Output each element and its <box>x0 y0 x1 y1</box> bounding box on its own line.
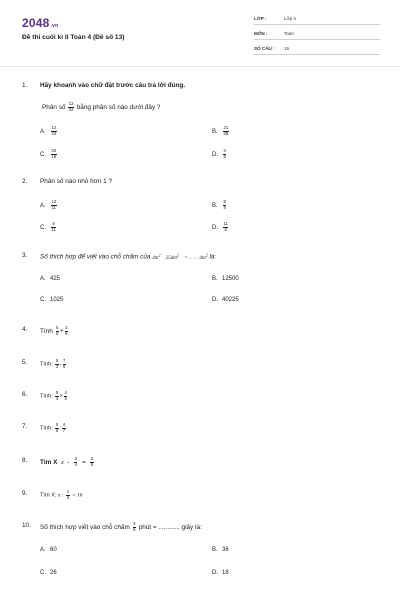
equals-value: = 16 <box>72 492 83 499</box>
question-text-main: Tính: <box>40 425 53 432</box>
denominator: 6 <box>56 330 59 336</box>
denominator: 36 <box>223 130 229 136</box>
question-number: 4. <box>22 326 28 333</box>
option-value: 26 <box>50 570 57 576</box>
question-text-main: Tính <box>40 327 53 335</box>
meta-class-row <box>254 14 380 25</box>
q1-option-d[interactable] <box>212 149 227 159</box>
numerator: 11 <box>223 221 228 226</box>
equals: = <box>81 458 86 466</box>
question-text <box>40 423 67 433</box>
denominator: 5 <box>64 395 67 401</box>
question-tail: là: <box>209 253 217 261</box>
expr-unit <box>199 252 208 261</box>
option-label: B. <box>212 276 218 282</box>
denominator: 11 <box>51 226 56 232</box>
denominator: 8 <box>223 204 226 210</box>
question-number: 9. <box>22 490 28 497</box>
option-label: D. <box>212 297 218 303</box>
denominator: 11 <box>51 204 57 210</box>
q3-option-b[interactable] <box>212 276 239 282</box>
option-label: C. <box>40 570 46 576</box>
q1-option-a[interactable] <box>40 126 58 136</box>
question-number: 1. <box>22 82 28 89</box>
meta-subject-key: MÔN : <box>254 31 268 36</box>
question-text-rest: phút = ............ giây là: <box>138 523 202 531</box>
question-number: 8. <box>22 457 28 464</box>
denominator: 4 <box>74 461 77 467</box>
question-text <box>40 359 67 369</box>
numerator: 3 <box>65 325 68 330</box>
expr1-sup: 2 <box>158 252 161 257</box>
question-number: 2. <box>22 178 28 185</box>
option-value: 12500 <box>222 276 239 282</box>
option-value: 18 <box>222 570 229 576</box>
question-text: Hãy khoanh vào chữ đặt trước câu trả lời đúng. <box>40 82 186 89</box>
meta-class-value: Lớp 4 <box>284 16 296 21</box>
expr2: 25dm <box>165 255 177 261</box>
expr1: 4m <box>152 255 159 261</box>
numerator: 4 <box>62 422 66 427</box>
q10-option-c[interactable] <box>40 570 57 576</box>
numerator: 12 <box>51 199 57 204</box>
meta-count-value: 15 <box>284 46 290 51</box>
option-label: D. <box>212 224 218 231</box>
question-text <box>40 252 216 261</box>
question-text <box>40 522 202 532</box>
q1-option-b[interactable] <box>212 126 230 136</box>
operator: : <box>59 425 62 432</box>
option-label: C. <box>40 224 46 231</box>
expression: x : <box>58 492 64 499</box>
unit: dm <box>199 255 206 261</box>
option-label: C. <box>40 297 46 303</box>
question-text-main: Số thích hợp để viết vào chỗ chấm của <box>40 253 151 261</box>
question-text-main: Tính: <box>40 393 53 400</box>
numerator: 3 <box>90 456 94 461</box>
question-1-prompt <box>42 102 161 112</box>
denominator: 24 <box>51 130 57 136</box>
numerator: 21 <box>223 125 229 130</box>
variable: x <box>60 458 64 466</box>
numerator: 12 <box>51 125 57 130</box>
denominator: 8 <box>65 330 68 336</box>
option-label: B. <box>212 128 218 135</box>
denominator: 6 <box>63 363 66 369</box>
option-value: 40225 <box>222 297 239 303</box>
option-label: D. <box>212 570 218 576</box>
q3-option-a[interactable] <box>40 276 60 282</box>
q3-option-d[interactable] <box>212 297 239 303</box>
option-label: D. <box>212 151 218 158</box>
q2-option-d[interactable] <box>212 222 229 232</box>
exam-title: Đề thi cuối kì II Toán 4 (Đề số 13) <box>22 34 125 41</box>
denominator: 5 <box>133 526 136 532</box>
operator: + <box>59 327 64 335</box>
numerator: 1 <box>66 489 70 494</box>
denominator: 7 <box>62 427 66 433</box>
operator: - <box>67 458 70 466</box>
option-value: 1025 <box>50 297 64 303</box>
question-text <box>40 326 69 336</box>
denominator: 5 <box>90 461 94 467</box>
q10-option-d[interactable] <box>212 570 229 576</box>
denominator: 4 <box>55 395 59 401</box>
meta-count-row <box>254 44 380 55</box>
logo-text: 2048 <box>22 16 50 30</box>
q2-option-c[interactable] <box>40 222 57 232</box>
option-label: A. <box>40 547 46 553</box>
question-text: Phân số nào nhỏ hơn 1 ? <box>40 178 113 185</box>
expr-area-1 <box>152 252 161 261</box>
denominator: 32 <box>68 106 74 112</box>
numerator: 5 <box>55 390 59 395</box>
option-label: C. <box>40 151 46 158</box>
denominator: 3 <box>55 363 59 369</box>
numerator: 4 <box>64 390 67 395</box>
denominator: 8 <box>223 153 226 159</box>
expr2-sup: 2 <box>176 252 179 257</box>
question-text <box>40 391 68 401</box>
prompt-fraction <box>68 102 74 112</box>
option-value: 36 <box>222 547 229 553</box>
question-number: 6. <box>22 391 28 398</box>
numerator: 6 <box>52 221 55 226</box>
denominator: 18 <box>51 153 57 159</box>
numerator: 5 <box>56 325 59 330</box>
denominator: 8 <box>224 226 227 232</box>
prompt-text: Phân số <box>42 103 66 111</box>
unit-sup: 2 <box>205 252 208 257</box>
option-value: 425 <box>50 276 61 282</box>
option-label: B. <box>212 202 218 209</box>
numerator: 8 <box>223 199 226 204</box>
question-number: 3. <box>22 252 28 259</box>
exam-header <box>0 0 400 64</box>
header-divider <box>0 66 400 67</box>
expr-area-2 <box>165 252 179 261</box>
meta-subject-value: Toán <box>284 31 294 36</box>
question-number: 7. <box>22 423 28 430</box>
q10-option-b[interactable] <box>212 547 229 553</box>
q2-option-a[interactable] <box>40 200 58 210</box>
option-label: A. <box>40 202 46 209</box>
denominator: 3 <box>66 494 70 500</box>
question-text <box>40 457 95 467</box>
question-text-main: Tìm X: <box>40 492 57 499</box>
option-label: A. <box>40 276 46 282</box>
question-text-main: Tìm X <box>40 458 58 466</box>
meta-class-key: LỚP : <box>254 16 267 21</box>
operator: × <box>59 393 63 400</box>
expr-equals: = . . . . <box>184 255 198 261</box>
question-number: 5. <box>22 359 28 366</box>
numerator: 20 <box>51 148 57 153</box>
meta-count-key: SỐ CÂU : <box>254 46 275 51</box>
numerator: 12 <box>68 101 74 106</box>
option-label: B. <box>212 547 218 553</box>
numerator: 5 <box>55 422 59 427</box>
meta-subject-row <box>254 29 380 40</box>
operator: - <box>59 361 62 368</box>
numerator: 5 <box>55 358 59 363</box>
prompt-text-rest: bằng phân số nào dưới đây ? <box>76 103 161 111</box>
question-number: 10. <box>22 522 31 529</box>
q3-option-c[interactable] <box>40 297 63 303</box>
logo-suffix: .vn <box>50 23 59 29</box>
option-value: 60 <box>50 547 57 553</box>
q2-option-b[interactable] <box>212 200 227 210</box>
q10-option-a[interactable] <box>40 547 57 553</box>
numerator: 7 <box>63 358 66 363</box>
denominator: 8 <box>55 427 59 433</box>
question-text-main: Tính: <box>40 361 53 368</box>
numerator: 3 <box>223 148 226 153</box>
numerator: 3 <box>74 456 77 461</box>
numerator: 3 <box>133 521 136 526</box>
question-text-main: Số thích hợp viết vào chỗ chấm <box>40 523 130 531</box>
q1-option-c[interactable] <box>40 149 58 159</box>
site-logo[interactable] <box>22 16 58 30</box>
option-label: A. <box>40 128 46 135</box>
question-text <box>40 490 82 500</box>
